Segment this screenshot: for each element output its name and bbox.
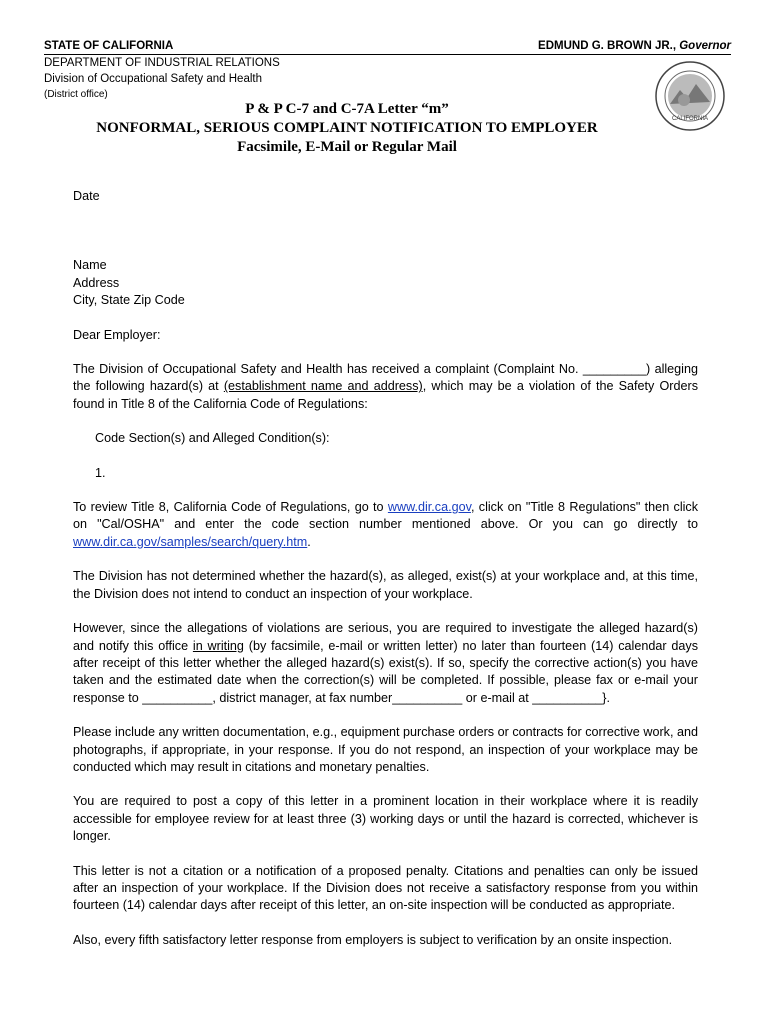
district-office: (District office) <box>44 89 108 100</box>
condition-item-1: 1. <box>95 465 106 480</box>
letter-body <box>73 188 698 949</box>
query-link[interactable]: www.dir.ca.gov/samples/search/query.htm <box>73 534 308 549</box>
governor: EDMUND G. BROWN JR., Governor <box>538 40 731 52</box>
paragraph-posting: You are required to post a copy of this letter in a prominent location in their workplace where it is readily accessible for employee review for at least three (3) working days or until the hazard is corrected, whichever is longer. <box>73 794 698 844</box>
salutation: Dear Employer: <box>73 327 161 342</box>
date-field: Date <box>73 189 100 203</box>
paragraph-documentation: Please include any written documentation, e.g., equipment purchase orders or contracts for corrective work, and photographs, if appropriate, in your response. If you do not respond, an inspection of your workplace may be conducted which may result in citations and monetary penalties. <box>73 725 698 774</box>
letterhead <box>44 38 731 103</box>
state-name: STATE OF CALIFORNIA <box>44 40 174 52</box>
recipient-address: Address <box>73 275 120 290</box>
seal-text: CALIFORNIA <box>671 116 709 122</box>
title-line-1: P & P C-7 and C-7A Letter “m” <box>245 101 449 117</box>
code-sections-label: Code Section(s) and Alleged Condition(s): <box>95 431 330 446</box>
recipient-name: Name <box>73 258 107 273</box>
paragraph-complaint: The Division of Occupational Safety and Health has received a complaint (Complaint No. _________) alleging the following hazard(s) at (establishment name and address), which may be a violation of the Safety Orders found in Title 8 of the California Code of Regulations: <box>73 362 698 411</box>
division-name: Division of Occupational Safety and Health <box>44 73 262 85</box>
paragraph-not-determined: The Division has not determined whether the hazard(s), as alleged, exist(s) at your workplace and, at this time, the Division does not intend to conduct an inspection of your workplace. <box>73 569 698 601</box>
letterhead-top-line <box>44 38 731 55</box>
dir-link[interactable]: www.dir.ca.gov <box>387 500 471 515</box>
paragraph-investigate: However, since the allegations of violations are serious, you are required to investigate the alleged hazard(s) and notify this office in writing (by facsimile, e-mail or written letter) no later than fourteen (14) calendar days after receipt of this letter whether the alleged hazard(s) exist(s). If so, specify the corrective action(s) you have taken and the estimated date when the correction(s) will be completed. If possible, please fax or e-mail your response to __________, district manager, at fax number__________ or e-mail at __________}. <box>73 621 698 705</box>
document-title <box>0 100 694 157</box>
title-line-2: NONFORMAL, SERIOUS COMPLAINT NOTIFICATION TO EMPLOYER <box>96 120 598 136</box>
title-line-3: Facsimile, E-Mail or Regular Mail <box>237 139 457 155</box>
paragraph-title8: To review Title 8, California Code of Regulations, go to www.dir.ca.gov, click on "Title 8 Regulations" then click on "Cal/OSHA" and enter the code section number mentioned above. Or you can go directly to www.dir.ca.gov/samples/search/query.htm. <box>73 500 699 549</box>
department-name: DEPARTMENT OF INDUSTRIAL RELATIONS <box>44 57 280 69</box>
paragraph-verification: Also, every fifth satisfactory letter response from employers is subject to verification by an onsite inspection. <box>73 932 673 947</box>
recipient-city: City, State Zip Code <box>73 293 185 308</box>
paragraph-not-citation: This letter is not a citation or a notification of a proposed penalty. Citations and penalties can only be issued after an inspection of your workplace. If the Division does not receive a satisfactory response from you within fourteen (14) calendar days after receipt of this letter, an on-site inspection will be conducted as appropriate. <box>73 863 698 913</box>
